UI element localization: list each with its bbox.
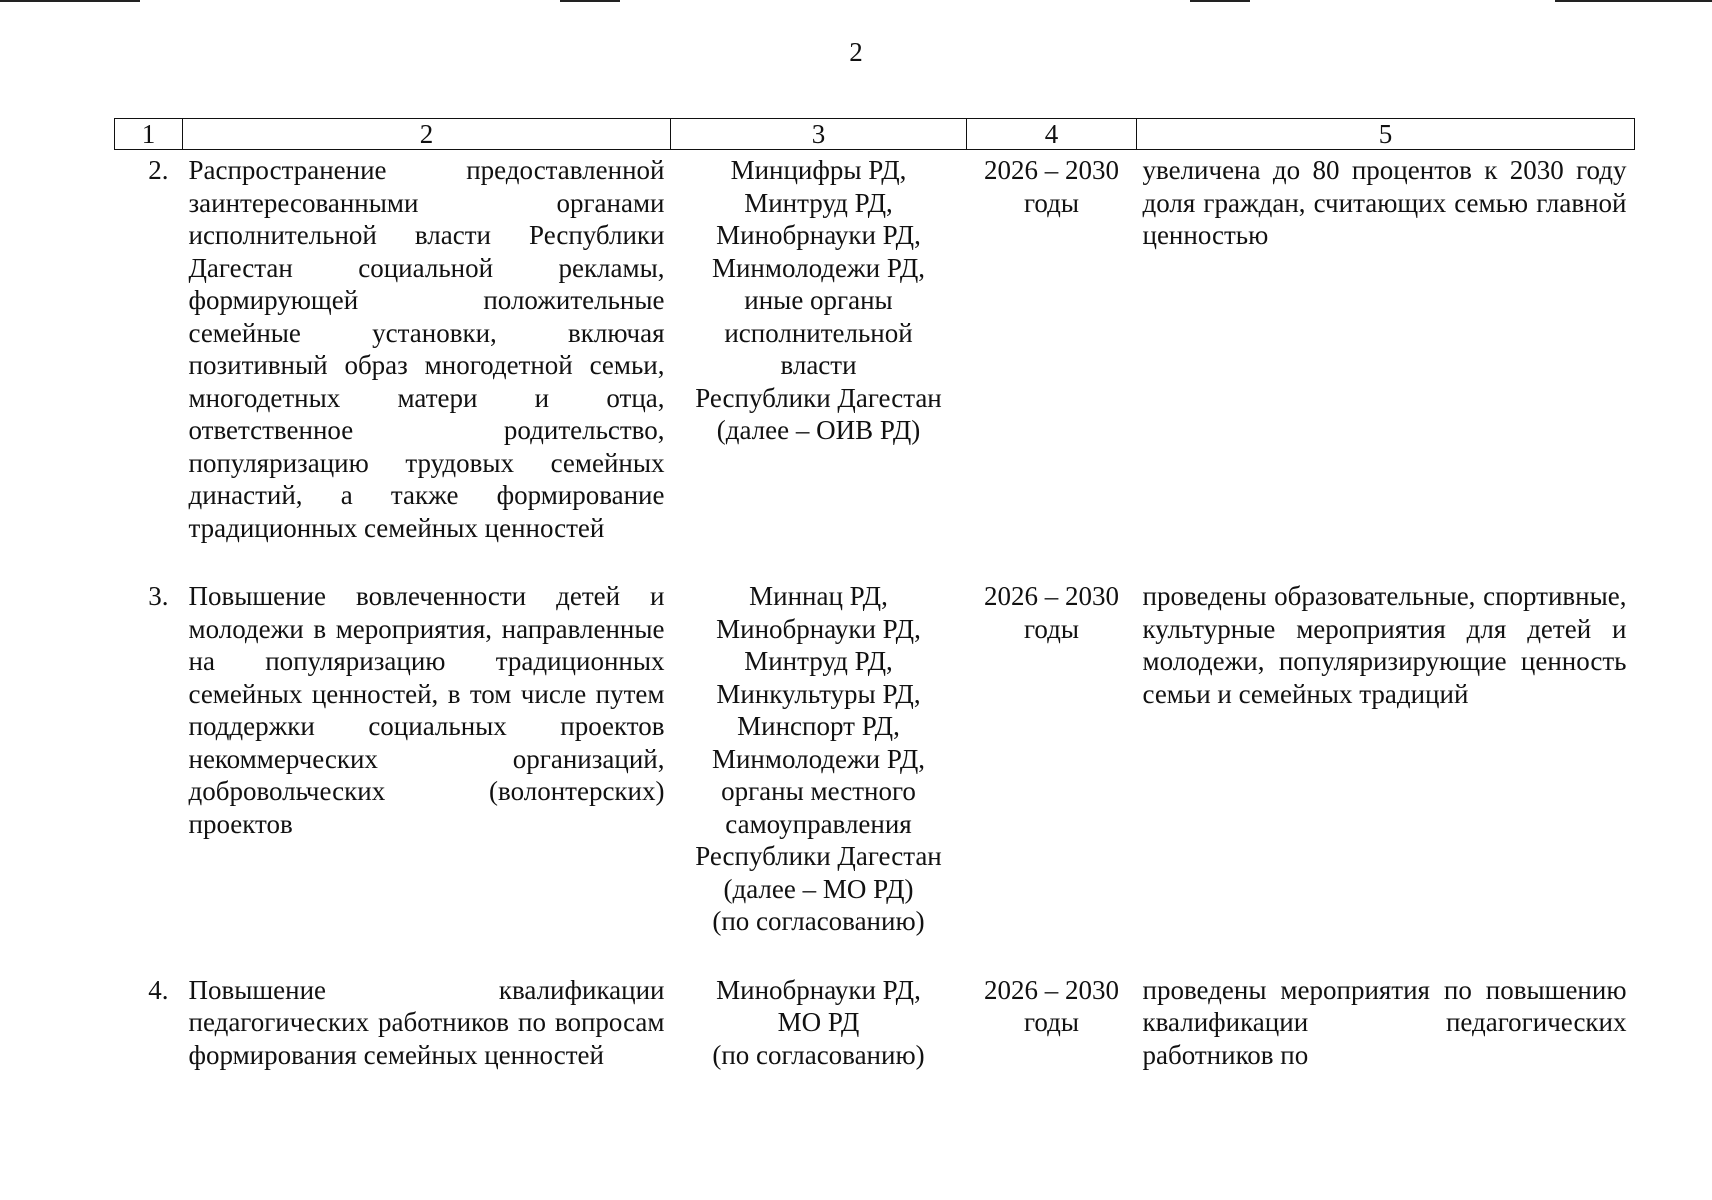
executor-line: (по согласованию): [712, 906, 925, 936]
executor-line: Миннац РД,: [749, 581, 888, 611]
executor-line: Минтруд РД,: [744, 187, 893, 218]
scan-edge-line: [1555, 0, 1712, 2]
executor-line: (далее – ОИВ РД): [716, 415, 921, 445]
expected-result: проведены образовательные, спортивные, культурные мероприятия для детей и молодежи, популяризирующие ценность семьи и семейных традиций: [1142, 581, 1627, 709]
measures-table: [114, 118, 1635, 1071]
executor-line: Республики Дагестан: [695, 382, 942, 413]
column-header: 1: [115, 119, 183, 150]
column-header: 4: [967, 119, 1137, 150]
scan-edge-line: [560, 0, 620, 2]
executor-line: Минмолодежи РД,: [711, 743, 926, 774]
executor-line: МО РД: [777, 1007, 860, 1037]
column-header: 3: [671, 119, 967, 150]
period-cell: [967, 938, 1137, 1072]
column-header: 2: [183, 119, 671, 150]
executor-line: Минобрнауки РД,: [716, 613, 921, 644]
table-row: [115, 544, 1635, 938]
executor-line: Минмолодежи РД,: [711, 252, 926, 283]
executor-line: Минцифры РД,: [730, 155, 907, 185]
executors-cell: [671, 544, 967, 938]
measure-description: Распространение предоставленной заинтересованными органами исполнительной власти Республики Дагестан социальной рекламы, формирующей положительные семейные установки, включая позитивный образ многодетной семьи, многодетных матери и отца, ответственное родительство, популяризацию трудовых семейных династий, а также формирование традиционных семейных ценностей: [188, 155, 665, 543]
period-years: 2026 – 2030: [984, 581, 1119, 611]
row-number: 2.: [148, 155, 169, 185]
executor-line: Минобрнауки РД,: [716, 974, 921, 1005]
period-unit: годы: [1023, 613, 1079, 644]
table-row: [115, 938, 1635, 1072]
expected-result: проведены мероприятия по повышению квалификации педагогических работников по: [1142, 974, 1627, 1070]
executor-line: органы местного: [721, 776, 916, 806]
table-row: [115, 150, 1635, 545]
table-header-row: [115, 119, 1635, 150]
executors-cell: [671, 938, 967, 1072]
executor-line: Минтруд РД,: [744, 646, 893, 676]
period-years: 2026 – 2030: [984, 155, 1119, 185]
measures-table-container: [114, 118, 1634, 1071]
period-cell: [967, 150, 1137, 545]
executor-line: Минобрнауки РД,: [716, 220, 921, 250]
measure-description: Повышение квалификации педагогических работников по вопросам формирования семейных ценностей: [188, 974, 665, 1070]
scan-edge-line: [1190, 0, 1250, 2]
scan-edge-line: [0, 0, 140, 2]
executor-line: Минкультуры РД,: [716, 678, 921, 709]
period-unit: годы: [1023, 187, 1079, 218]
executors-cell: [671, 150, 967, 545]
row-number: 4.: [148, 974, 169, 1005]
executor-line: Минспорт РД,: [737, 711, 900, 741]
page-number: 2: [849, 37, 863, 67]
expected-result: увеличена до 80 процентов к 2030 году доля граждан, считающих семью главной ценностью: [1142, 155, 1627, 250]
executor-line: (по согласованию): [712, 1039, 925, 1070]
executor-line: власти: [780, 350, 857, 380]
period-years: 2026 – 2030: [984, 974, 1119, 1005]
executor-line: иные органы: [744, 285, 893, 315]
executor-line: (далее – МО РД): [723, 873, 914, 904]
column-header: 5: [1137, 119, 1635, 150]
period-unit: годы: [1023, 1007, 1079, 1037]
period-cell: [967, 544, 1137, 938]
executor-line: Республики Дагестан: [695, 841, 942, 871]
executor-line: самоуправления: [725, 808, 912, 839]
executor-line: исполнительной: [724, 317, 913, 348]
measure-description: Повышение вовлеченности детей и молодежи в мероприятия, направленные на популяризацию традиционных семейных ценностей, в том числе путем поддержки социальных проектов некоммерческих организаций, добровольческих (волонтерских) проектов: [188, 581, 665, 839]
row-number: 3.: [148, 581, 169, 611]
